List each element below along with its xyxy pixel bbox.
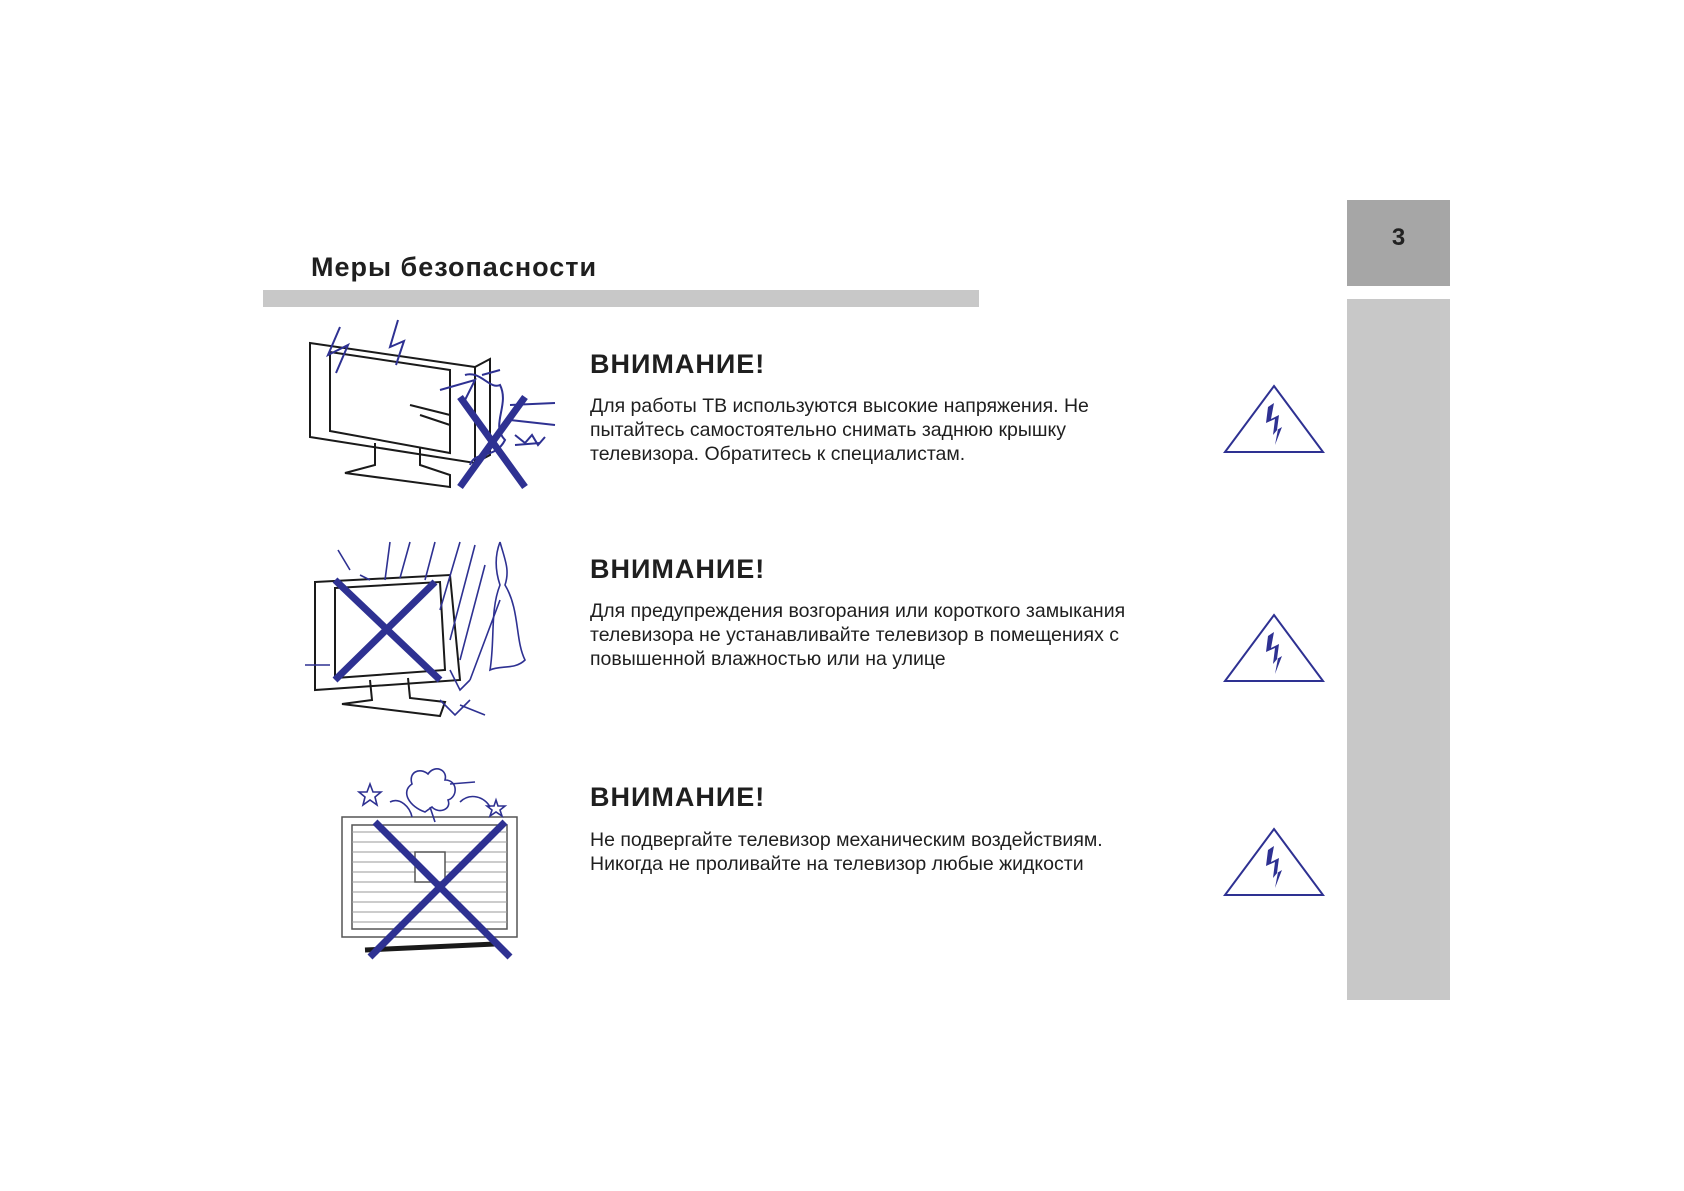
title-underline-bar [263, 290, 979, 307]
warning-text-line: повышенной влажностью или на улице [590, 648, 946, 670]
warning-heading: ВНИМАНИЕ! [590, 554, 766, 584]
warning-section-humidity [0, 540, 1684, 760]
warning-text [590, 394, 1190, 466]
page-number: 3 [1391, 224, 1406, 251]
page-title: Меры безопасности [311, 252, 598, 282]
warning-section-high-voltage [0, 315, 1684, 535]
warning-text-line: Для предупреждения возгорания или короткого замыкания [590, 600, 1126, 622]
tv-humidity-danger-illustration [300, 540, 570, 750]
warning-text-line: пытайтесь самостоятельно снимать заднюю крышку [590, 419, 1066, 441]
warning-text [590, 599, 1190, 671]
warning-text-line: Для работы ТВ используются высокие напряжения. Не [590, 395, 1089, 417]
warning-text-line: телевизора не устанавливайте телевизор в помещениях с [590, 624, 1120, 646]
warning-heading: ВНИМАНИЕ! [590, 349, 766, 379]
warning-text-line: телевизора. Обратитесь к специалистам. [590, 443, 966, 465]
warning-section-mechanical [0, 762, 1684, 982]
warning-heading: ВНИМАНИЕ! [590, 782, 766, 812]
tv-liquid-impact-danger-illustration [300, 762, 570, 972]
warning-text-line: Никогда не проливайте на телевизор любые жидкости [590, 853, 1084, 875]
tv-back-cover-danger-illustration [300, 315, 570, 525]
high-voltage-warning-icon [1222, 826, 1326, 898]
warning-text-line: Не подвергайте телевизор механическим воздействиям. [590, 829, 1103, 851]
page-number-tab [1347, 200, 1450, 286]
high-voltage-warning-icon [1222, 612, 1326, 684]
warning-text [590, 828, 1190, 876]
high-voltage-warning-icon [1222, 383, 1326, 455]
